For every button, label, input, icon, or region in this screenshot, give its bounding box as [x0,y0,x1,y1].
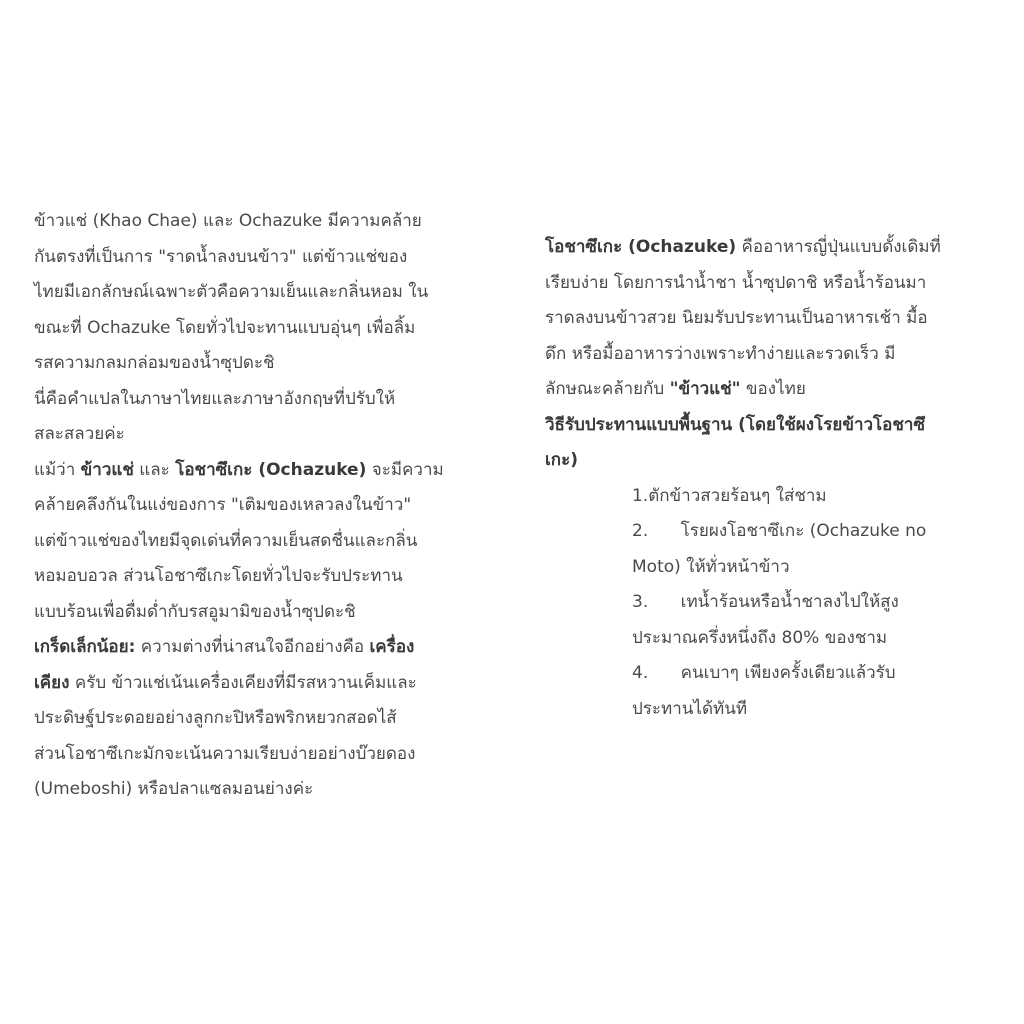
text-line: นี่คือคำแปลในภาษาไทยและภาษาอังกฤษที่ปรับให้ [34,388,396,409]
text-segment: จะมีความ [366,459,444,480]
text-line: รสความกลมกล่อมของน้ำซุปดะชิ [34,353,275,373]
text-line: เรียบง่าย โดยการนำน้ำชา น้ำซุปดาชิ หรือน้ำร้อนมา [545,272,927,293]
left-column [34,204,484,808]
text-segment: ครับ ข้าวแช่เน้นเครื่องเคียงที่มีรสหวานเค็มและ [69,672,417,693]
text-line: ไทยมีเอกลักษณ์เฉพาะตัวคือความเย็นและกลิ่นหอม ใน [34,282,429,302]
text-line [34,666,484,702]
step-item-continuation: Moto) ให้ทั่วหน้าข้าว [632,556,790,577]
step-item-continuation: ประทานได้ทันที [632,698,748,719]
text-line: หอมอบอวล ส่วนโอชาซึเกะโดยทั่วไปจะรับประทาน [34,566,403,586]
text-line: ดึก หรือมื้ออาหารว่างเพราะทำง่ายและรวดเร็ว มี [545,343,896,364]
text-line [545,230,990,266]
text-segment: และ [133,459,176,480]
text-line: แบบร้อนเพื่อดื่มด่ำกับรสอูมามิของน้ำซุปดะชิ [34,601,356,622]
text-segment: แม้ว่า [34,459,81,480]
text-line: ข้าวแช่ (Khao Chae) และ Ochazuke มีความคล้าย [34,211,422,231]
text-line: ส่วนโอชาซึเกะมักจะเน้นความเรียบง่ายอย่างบ๊วยดอง [34,743,416,764]
text-line [34,630,484,666]
step-item: 1.ตักข้าวสวยร้อนๆ ใส่ชาม [632,485,827,506]
bold-term: เกร็ดเล็กน้อย: [34,637,136,657]
text-segment: ของไทย [740,379,806,399]
text-line: (Umeboshi) หรือปลาแซลมอนย่างค่ะ [34,779,314,799]
bold-term: "ข้าวแช่" [669,379,741,399]
text-line: ขณะที่ Ochazuke โดยทั่วไปจะทานแบบอุ่นๆ เพื่อลิ้ม [34,317,416,338]
text-segment: ความต่างที่น่าสนใจอีกอย่างคือ [135,637,370,657]
step-item: 4. คนเบาๆ เพียงครั้งเดียวแล้วรับ [632,663,896,683]
text-line: คล้ายคลึงกันในแง่ของการ "เติมของเหลวลงในข้าว" [34,495,412,515]
text-line: สละสลวยค่ะ [34,424,125,444]
text-line: ประดิษฐ์ประดอยอย่างลูกกะปิหรือพริกหยวกสอดไส้ [34,708,397,728]
section-heading: เกะ) [545,450,579,470]
bold-term: โอชาซึเกะ (Ochazuke) [175,459,367,480]
text-line [545,372,990,408]
text-line: แต่ข้าวแช่ของไทยมีจุดเด่นที่ความเย็นสดชื่นและกลิ่น [34,530,418,551]
text-line [34,453,484,489]
bold-term: ข้าวแช่ [80,459,134,480]
text-segment: ลักษณะคล้ายกับ [545,379,670,399]
section-heading: วิธีรับประทานแบบพื้นฐาน (โดยใช้ผงโรยข้าวโอชาซึ [545,414,926,435]
step-item-continuation: ประมาณครึ่งหนึ่งถึง 80% ของชาม [632,627,888,648]
text-segment: คืออาหารญี่ปุ่นแบบดั้งเดิมที่ [736,237,941,257]
bold-term: เครื่อง [369,637,415,657]
text-line: กันตรงที่เป็นการ "ราดน้ำลงบนข้าว" แต่ข้าวแช่ของ [34,246,408,267]
step-item: 3. เทน้ำร้อนหรือน้ำชาลงไปให้สูง [632,592,899,612]
text-line: ราดลงบนข้าวสวย นิยมรับประทานเป็นอาหารเช้า มื้อ [545,308,928,328]
step-item: 2. โรยผงโอชาซึเกะ (Ochazuke no [632,521,927,541]
bold-term: เคียง [34,672,70,693]
bold-term: โอชาซึเกะ (Ochazuke) [545,237,737,257]
right-column [545,230,990,727]
